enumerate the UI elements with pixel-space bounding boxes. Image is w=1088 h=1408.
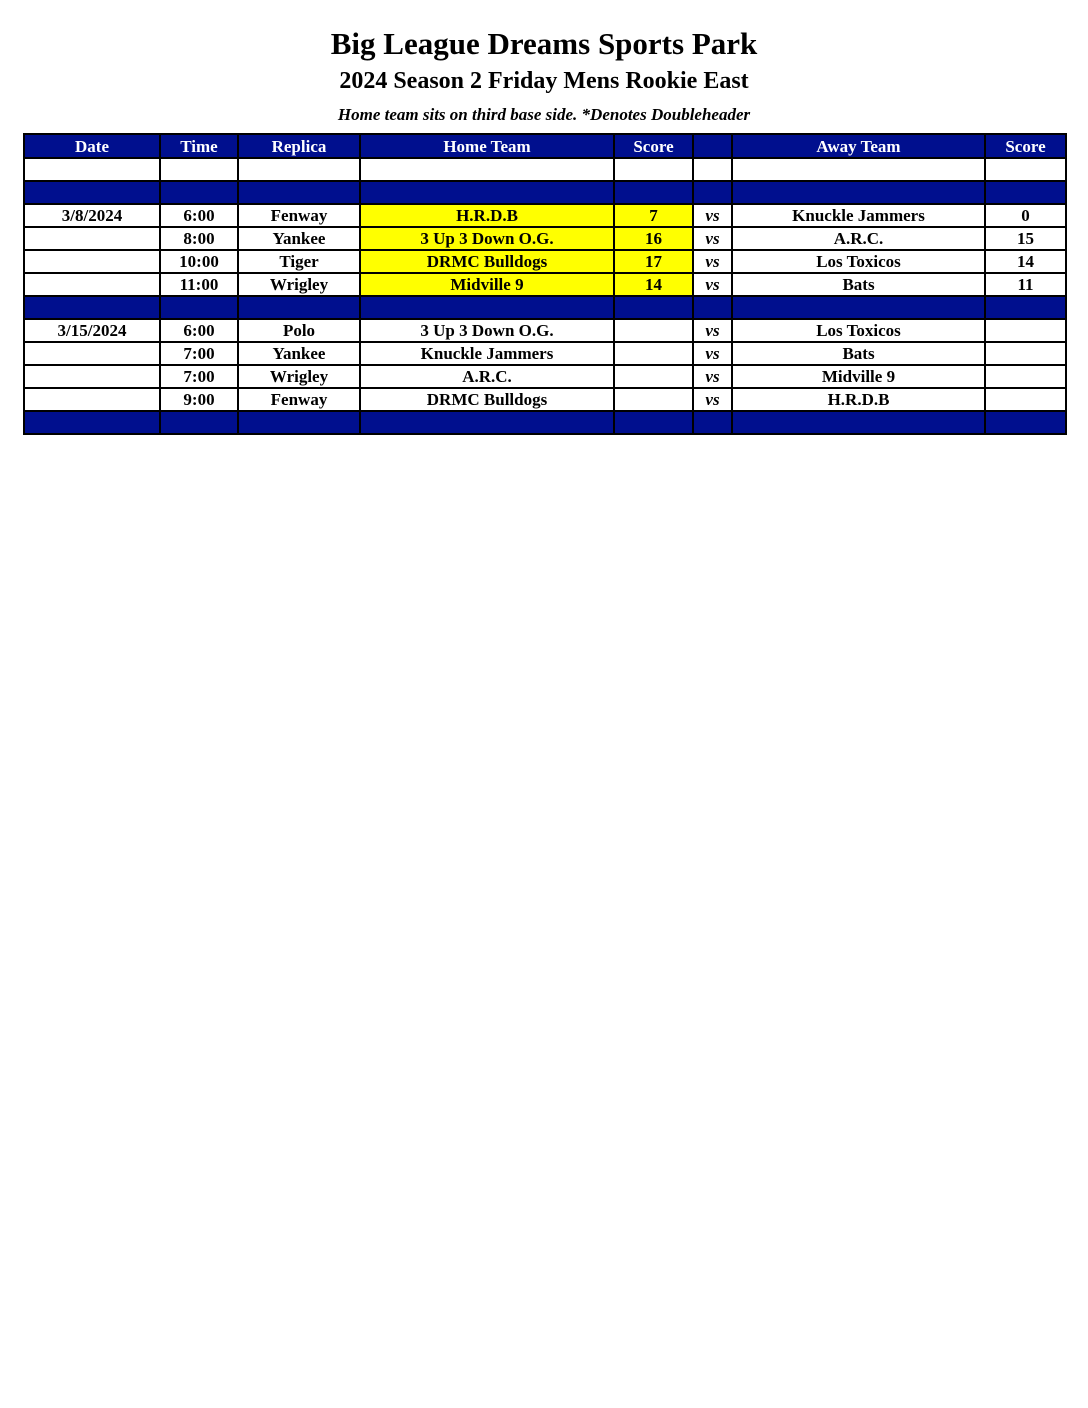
table-row xyxy=(24,227,1066,250)
column-header-away-team: Away Team xyxy=(732,134,985,158)
replica-cell: Wrigley xyxy=(238,273,360,296)
week-separator xyxy=(24,296,1066,319)
page-subtitle: 2024 Season 2 Friday Mens Rookie East xyxy=(339,68,749,94)
away-team-cell: Midville 9 xyxy=(732,365,985,388)
time-cell: 7:00 xyxy=(160,342,238,365)
table-row xyxy=(24,342,1066,365)
home-team-cell: DRMC Bulldogs xyxy=(360,388,614,411)
empty-row xyxy=(24,158,1066,181)
vs-cell: vs xyxy=(693,365,732,388)
date-cell xyxy=(24,273,160,296)
away-score-cell xyxy=(985,388,1066,411)
home-score-cell xyxy=(614,388,693,411)
home-score-cell xyxy=(614,342,693,365)
week-separator xyxy=(24,411,1066,434)
replica-cell: Fenway xyxy=(238,388,360,411)
home-score-cell: 7 xyxy=(614,204,693,227)
column-header-time: Time xyxy=(160,134,238,158)
column-header-replica: Replica xyxy=(238,134,360,158)
date-cell xyxy=(24,227,160,250)
away-score-cell: 11 xyxy=(985,273,1066,296)
away-team-cell: Los Toxicos xyxy=(732,250,985,273)
home-score-cell xyxy=(614,319,693,342)
replica-cell: Wrigley xyxy=(238,365,360,388)
date-cell xyxy=(24,250,160,273)
column-header-home-team: Home Team xyxy=(360,134,614,158)
replica-cell: Yankee xyxy=(238,342,360,365)
home-team-cell: H.R.D.B xyxy=(360,204,614,227)
time-cell: 10:00 xyxy=(160,250,238,273)
time-cell: 6:00 xyxy=(160,204,238,227)
time-cell: 11:00 xyxy=(160,273,238,296)
away-score-cell: 14 xyxy=(985,250,1066,273)
column-header-away-score: Score xyxy=(985,134,1066,158)
time-cell: 6:00 xyxy=(160,319,238,342)
table-row xyxy=(24,273,1066,296)
date-cell xyxy=(24,365,160,388)
vs-cell: vs xyxy=(693,204,732,227)
time-cell: 7:00 xyxy=(160,365,238,388)
column-header-home-score: Score xyxy=(614,134,693,158)
table-row xyxy=(24,388,1066,411)
away-score-cell xyxy=(985,365,1066,388)
replica-cell: Polo xyxy=(238,319,360,342)
vs-cell: vs xyxy=(693,319,732,342)
time-cell: 8:00 xyxy=(160,227,238,250)
vs-cell: vs xyxy=(693,388,732,411)
table-row xyxy=(24,365,1066,388)
replica-cell: Tiger xyxy=(238,250,360,273)
time-cell: 9:00 xyxy=(160,388,238,411)
away-team-cell: Bats xyxy=(732,273,985,296)
table-row xyxy=(24,319,1066,342)
away-score-cell: 0 xyxy=(985,204,1066,227)
away-team-cell: H.R.D.B xyxy=(732,388,985,411)
column-header-date: Date xyxy=(24,134,160,158)
page-note: Home team sits on third base side. *Denotes Doubleheader xyxy=(337,105,751,124)
home-score-cell xyxy=(614,365,693,388)
vs-cell: vs xyxy=(693,342,732,365)
table-row xyxy=(24,250,1066,273)
home-score-cell: 14 xyxy=(614,273,693,296)
home-score-cell: 16 xyxy=(614,227,693,250)
vs-cell: vs xyxy=(693,273,732,296)
vs-cell: vs xyxy=(693,227,732,250)
table-row xyxy=(24,204,1066,227)
date-cell xyxy=(24,342,160,365)
home-score-cell: 17 xyxy=(614,250,693,273)
away-team-cell: A.R.C. xyxy=(732,227,985,250)
home-team-cell: 3 Up 3 Down O.G. xyxy=(360,319,614,342)
header-row xyxy=(24,134,1066,158)
away-score-cell xyxy=(985,319,1066,342)
away-score-cell: 15 xyxy=(985,227,1066,250)
away-team-cell: Los Toxicos xyxy=(732,319,985,342)
home-team-cell: Midville 9 xyxy=(360,273,614,296)
home-team-cell: 3 Up 3 Down O.G. xyxy=(360,227,614,250)
vs-cell: vs xyxy=(693,250,732,273)
column-header-vs xyxy=(693,134,732,158)
away-team-cell: Bats xyxy=(732,342,985,365)
home-team-cell: Knuckle Jammers xyxy=(360,342,614,365)
date-cell xyxy=(24,388,160,411)
replica-cell: Fenway xyxy=(238,204,360,227)
replica-cell: Yankee xyxy=(238,227,360,250)
date-cell: 3/15/2024 xyxy=(24,319,160,342)
week-separator xyxy=(24,181,1066,204)
away-score-cell xyxy=(985,342,1066,365)
home-team-cell: A.R.C. xyxy=(360,365,614,388)
home-team-cell: DRMC Bulldogs xyxy=(360,250,614,273)
away-team-cell: Knuckle Jammers xyxy=(732,204,985,227)
page-title: Big League Dreams Sports Park xyxy=(330,26,758,61)
schedule-table xyxy=(23,133,1067,435)
date-cell: 3/8/2024 xyxy=(24,204,160,227)
